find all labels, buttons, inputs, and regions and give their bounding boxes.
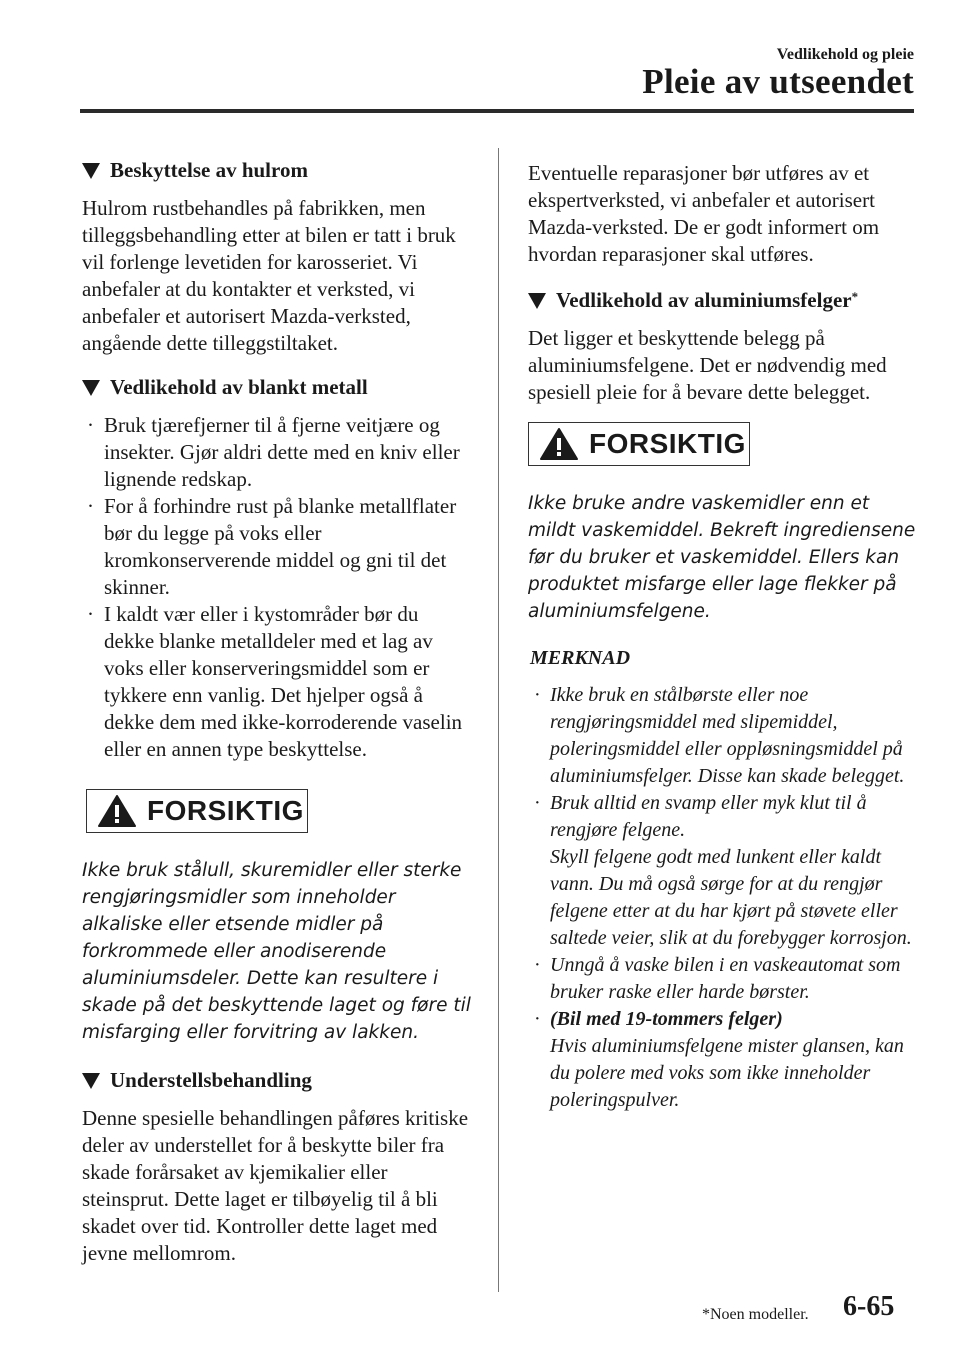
section-heading-alloy [528, 286, 918, 314]
caution-text: Ikke bruke andre vaskemidler enn et mildt vaskemiddel. Bekreft ingrediensene før du bruker et vaskemiddel. Ellers kan produktet misfarge eller lage flekker på aluminiumsfelgene. [528, 493, 916, 622]
list-item: · Unngå å vaske bilen i en vaskeautomat som bruker raske eller harde børster. [534, 954, 901, 1003]
cavity-paragraph: Hulrom rustbehandles på fabrikken, men tilleggsbehandling etter at bilen er tatt i bruk vil forlenge levetiden for karosseriet. Vi anbefaler at du kontakter et verksted, vi anbefaler et autorisert Mazda-verksted, angående dette tilleggstiltaket. [82, 196, 456, 355]
page-title: Pleie av utseendet [642, 62, 914, 101]
caution-box [86, 789, 308, 833]
page-number: 6-65 [843, 1291, 895, 1322]
section-heading-cavity [82, 156, 472, 184]
header-rule [80, 109, 914, 113]
caution-label: FORSIKTIG [147, 795, 304, 826]
list-item: · (Bil med 19-tommers felger) Hvis aluminiumsfelgene mister glansen, kan du polere med voks som ikke inneholder poleringspulver. [534, 1008, 904, 1111]
underbody-paragraph: Denne spesielle behandlingen påføres kritiske deler av understellet for å beskytte biler fra skade forårsaket av kjemikalier eller steinsprut. Dette laget er tilbøyelig til å bli skadet over tid. Kontroller dette laget med jevne mellomrom. [82, 1106, 469, 1265]
footnote: *Noen modeller. [702, 1306, 809, 1323]
caution-label: FORSIKTIG [589, 428, 746, 459]
triangle-marker-icon [82, 1073, 100, 1089]
list-item: · Bruk tjærefjerner til å fjerne veitjære og insekter. Gjør aldri dette med en kniv eller lignende redskap. [87, 413, 460, 491]
note-heading: MERKNAD [530, 647, 631, 669]
note-list [528, 682, 918, 1114]
metal-bullet-list [82, 412, 472, 763]
warning-triangle-icon [97, 794, 137, 828]
list-item: · Ikke bruk en stålbørste eller noe rengjøringsmiddel med slipemiddel, poleringsmiddel eller oppløsningsmiddel på aluminiumsfelger. Disse kan skade belegget. [534, 684, 905, 787]
section-heading-underbody [82, 1066, 472, 1094]
triangle-marker-icon [528, 293, 546, 309]
left-column [82, 156, 472, 1283]
caution-box [528, 422, 750, 466]
right-column [528, 160, 918, 1114]
triangle-marker-icon [82, 163, 100, 179]
heading-text: Understellsbehandling [110, 1068, 312, 1092]
heading-text: Beskyttelse av hulrom [110, 158, 308, 182]
list-item: · I kaldt vær eller i kystområder bør du dekke blanke metalldeler med et lag av voks eller konserveringsmiddel som er tykkere enn vanlig. Det hjelper også å dekke dem med ikke-korroderende vaselin eller en annen type beskyttelse. [87, 602, 463, 761]
section-heading-metal [82, 373, 472, 401]
heading-text: Vedlikehold av aluminiumsfelger* [556, 288, 859, 312]
repair-paragraph: Eventuelle reparasjoner bør utføres av et ekspertverksted, vi anbefaler et autorisert Mazda-verksted. De er godt informert om hvordan reparasjoner skal utføres. [528, 161, 880, 266]
triangle-marker-icon [82, 380, 100, 396]
warning-triangle-icon [539, 427, 579, 461]
list-item: · Bruk alltid en svamp eller myk klut til å rengjøre felgene. Skyll felgene godt med lunkent eller kaldt vann. Du må også sørge for at du rengjør felgene etter at du har kjørt på støvete eller saltede veier, slik at du forebygger korrosjon. [534, 792, 912, 949]
caution-text: Ikke bruk stålull, skuremidler eller sterke rengjøringsmidler som inneholder alkaliske eller etsende midler på forkrommede eller anodiserende aluminiumsdeler. Dette kan resultere i skade på det beskyttende laget og føre til misfarging eller forvitring av lakken. [82, 860, 471, 1043]
list-item: · For å forhindre rust på blanke metallflater bør du legge på voks eller kromkonserverende middel og gni til det skinner. [87, 494, 457, 599]
column-divider [498, 148, 499, 1292]
header-section: Vedlikehold og pleie [776, 46, 914, 63]
heading-text: Vedlikehold av blankt metall [110, 375, 368, 399]
alloy-paragraph: Det ligger et beskyttende belegg på aluminiumsfelgene. Det er nødvendig med spesiell pleie for å bevare dette belegget. [528, 326, 887, 404]
